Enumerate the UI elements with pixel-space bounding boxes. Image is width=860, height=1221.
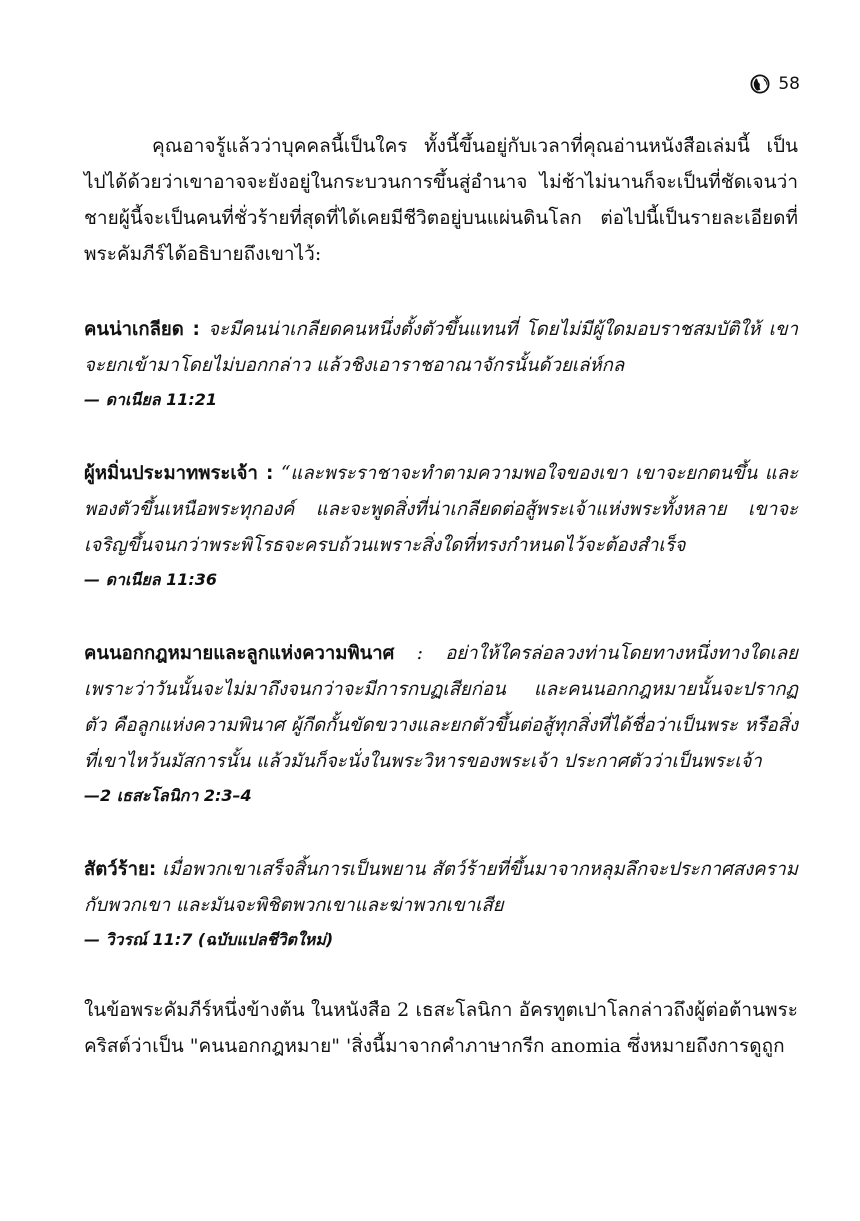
entry-text: “และพระราชาจะทำตามความพอใจของเขา เขาจะยกตนขึ้น และพองตัวขึ้นเหนือพระทุกองค์ และจะพูดสิ่งที่น่าเกลียดต่อสู้พระเจ้าแห่งพระทั้งหลาย เขาจะเจริญขึ้นจนกว่าพระพิโรธจะครบถ้วนเพราะสิ่งใดที่ทรงกำหนดไว้จะต้องสำเร็จ [84, 463, 798, 556]
entry-title: คนน่าเกลียด : [84, 319, 200, 340]
page-header [750, 74, 800, 94]
entry-text: จะมีคนน่าเกลียดคนหนึ่งตั้งตัวขึ้นแทนที่ โดยไม่มีผู้ใดมอบราชสมบัติให้ เขาจะยกเข้ามาโดยไม่บอกกล่าว แล้วชิงเอาราชอาณาจักรนั้นด้วยเล่ห์กล [84, 319, 798, 376]
globe-icon [750, 74, 770, 94]
page-number: 58 [778, 74, 800, 94]
entry-title: สัตว์ร้าย: [84, 859, 157, 880]
entry-title: คนนอกกฎหมายและลูกแห่งความพินาศ [84, 643, 395, 664]
entry-ugly-man [84, 312, 798, 416]
entry-text: : อย่าให้ใครล่อลวงท่านโดยทางหนึ่งทางใดเลย เพราะว่าวันนั้นจะไม่มาถึงจนกว่าจะมีการกบฏเสียก่อน และคนนอกกฎหมายนั้นจะปรากฏตัว คือลูกแห่งความพินาศ ผู้กีดกั้นขัดขวางและยกตัวขึ้นต่อสู้ทุกสิ่งที่ได้ชื่อว่าเป็นพระ หรือสิ่งที่เขาไหว้นมัสการนั้น แล้วมันก็จะนั่งในพระวิหารของพระเจ้า ประกาศตัวว่าเป็นพระเจ้า [84, 643, 798, 772]
entry-reference: — ดาเนียล 11:21 [84, 390, 218, 409]
entry-title: ผู้หมิ่นประมาทพระเจ้า : [84, 463, 274, 484]
entry-reference: — ดาเนียล 11:36 [84, 570, 218, 589]
closing-paragraph: ในข้อพระคัมภีร์หนึ่งข้างต้น ในหนังสือ 2 เธสะโลนิกา อัครทูตเปาโลกล่าวถึงผู้ต่อต้านพระคริสต์ว่าเป็น "คนนอกกฎหมาย" 'สิ่งนี้มาจากคำภาษากรีก anomia ซึ่งหมายถึงการดูถูก [84, 999, 798, 1057]
entry-reference: —2 เธสะโลนิกา 2:3–4 [84, 786, 252, 805]
page-content [84, 128, 798, 1064]
entry-text: เมื่อพวกเขาเสร็จสิ้นการเป็นพยาน สัตว์ร้ายที่ขึ้นมาจากหลุมลึกจะประกาศสงครามกับพวกเขา และมันจะพิชิตพวกเขาและฆ่าพวกเขาเสีย [84, 859, 799, 916]
entry-beast [84, 852, 798, 956]
entry-lawless-one [84, 636, 798, 812]
entry-reference: — วิวรณ์ 11:7 (ฉบับแปลชีวิตใหม่) [84, 930, 334, 949]
intro-paragraph: คุณอาจรู้แล้วว่าบุคคลนี้เป็นใคร ทั้งนี้ขึ้นอยู่กับเวลาที่คุณอ่านหนังสือเล่มนี้ เป็นไปได้ด้วยว่าเขาอาจจะยังอยู่ในกระบวนการขึ้นสู่อำนาจ ไม่ช้าไม่นานก็จะเป็นที่ชัดเจนว่า ชายผู้นี้จะเป็นคนที่ชั่วร้ายที่สุดที่ได้เคยมีชีวิตอยู่บนแผ่นดินโลก ต่อไปนี้เป็นรายละเอียดที่พระคัมภีร์ได้อธิบายถึงเขาไว้: [84, 135, 798, 265]
entry-blasphemer [84, 456, 798, 596]
